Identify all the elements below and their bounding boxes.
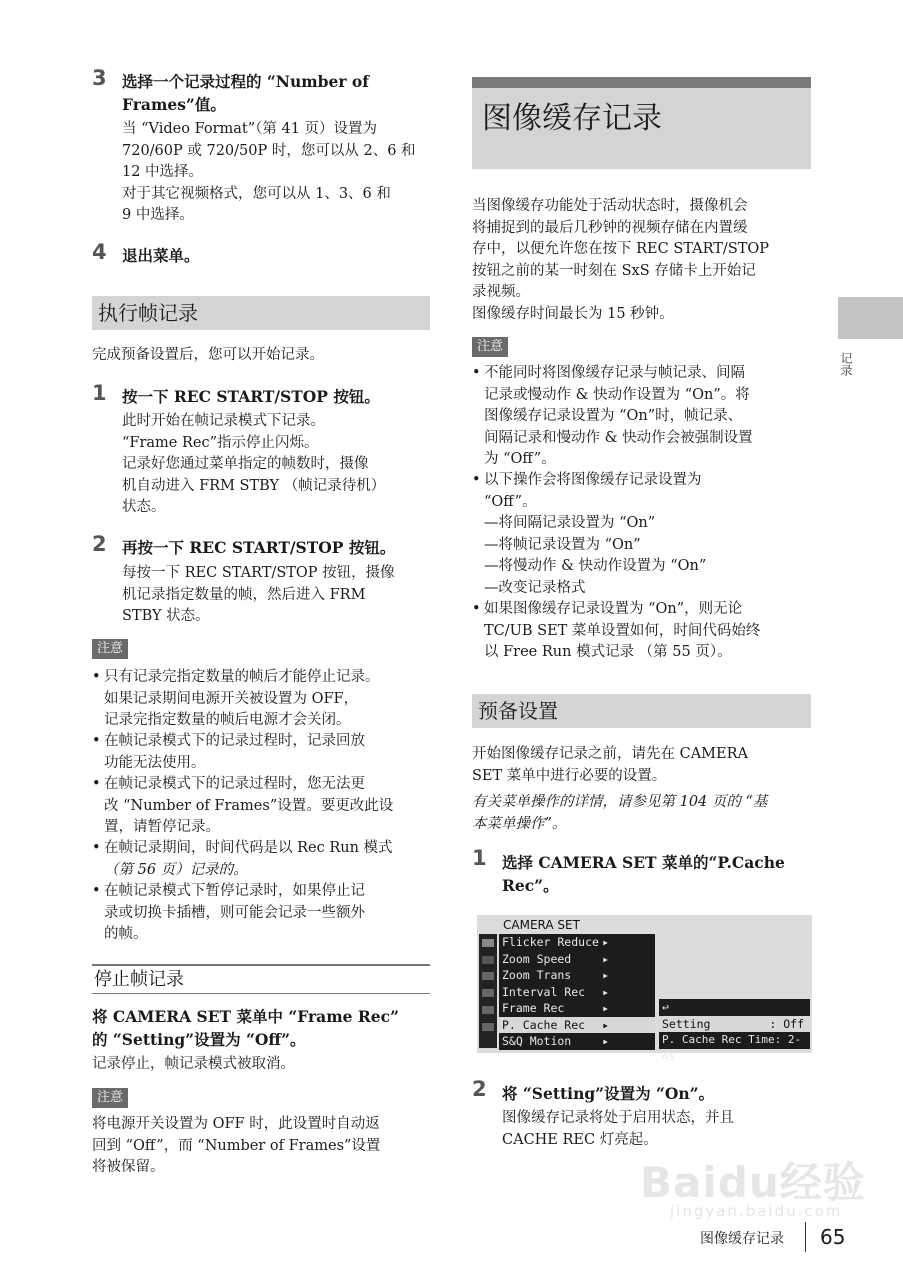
menu-item[interactable]: Interval Rec ▸ (502, 984, 609, 999)
section-intro: 完成预备设置后，您可以开始记录。 (92, 347, 324, 363)
camera-icon (482, 939, 494, 947)
step-number: 1 (92, 381, 107, 405)
step-number: 3 (92, 66, 107, 90)
submenu-cache-time[interactable]: P. Cache Rec Time: 2-4s (659, 1032, 810, 1049)
section-intro: 开始图像缓存记录之前，请先在 CAMERA SET 菜单中进行必要的设置。 (472, 746, 748, 784)
stop-instruction: 将 CAMERA SET 菜单中 “Frame Rec” 的 “Setting”设置为 “Off”。 (92, 1007, 399, 1049)
list-item: • 在帧记录模式下的记录过程时，记录回放 功能无法使用。 (92, 733, 365, 771)
step-title: 将 “Setting”设置为 “On”。 (502, 1084, 715, 1103)
menu-item[interactable]: Frame Rec ▸ (502, 1001, 609, 1015)
chapter-side-label: 记录 (839, 352, 853, 376)
list-item: • 在帧记录模式下暂停记录时，如果停止记 录或切换卡插槽，则可能会记录一些额外 的帧。 (92, 883, 365, 942)
list-item: • 在帧记录模式下的记录过程时，您无法更 改 “Number of Frames”设置。要更改此设 置，请暂停记录。 (92, 776, 394, 835)
section-heading-stop-frame-rec: 停止帧记录 (92, 964, 430, 994)
note-text: 将电源开关设置为 OFF 时，此设置时自动返 回到 “Off”，而 “Number of Frames”设置 将被保留。 (92, 1116, 381, 1175)
menu-item[interactable]: Flicker Reduce ▸ (502, 935, 609, 949)
step-body: 当 “Video Format”（第 41 页）设置为 720/60P 或 720/50P 时，您可以从 2、6 和 12 中选择。 对于其它视频格式，您可以从 1、3、6 和 9 中选择。 (122, 121, 416, 223)
menu-list (499, 934, 655, 1050)
list-item: • 只有记录完指定数量的帧后才能停止记录。 如果记录期间电源开关被设置为 OFF， 记录完指定数量的帧后电源才会关闭。 (92, 669, 380, 728)
section-heading-frame-rec: 执行帧记录 (92, 296, 430, 330)
footer-divider (805, 1222, 806, 1252)
note-badge: 注意 (92, 639, 128, 659)
step-number: 1 (472, 846, 487, 870)
step-number: 2 (472, 1077, 487, 1101)
other-icon (482, 1023, 494, 1031)
section-heading-preparation: 预备设置 (472, 694, 811, 728)
step-number: 4 (92, 240, 107, 264)
menu-icon-strip (479, 934, 497, 1048)
list-item: • 不能同时将图像缓存记录与帧记录、间隔 记录或慢动作 & 快动作设置为 “On”。将 图像缓存记录设置为 “On”时，帧记录、 间隔记录和慢动作 & 快动作会被强制设置 为 “Off”。 (472, 365, 753, 467)
arrow-right-icon: ▸ (602, 984, 609, 999)
arrow-right-icon: ▸ (602, 968, 609, 982)
note-badge: 注意 (92, 1088, 128, 1108)
heading-bar (472, 77, 811, 88)
list-item: • 如果图像缓存记录设置为 “On”，则无论 TC/UB SET 菜单设置如何，时间代码始终 以 Free Run 模式记录 （第 55 页）。 (472, 601, 761, 660)
step-number: 2 (92, 532, 107, 556)
chapter-heading (472, 77, 811, 169)
intro-text: 当图像缓存功能处于活动状态时，摄像机会 将捕捉到的最后几秒钟的视频存储在内置缓 存中，以便允许您在按下 REC START/STOP 按钮之前的某一时刻在 SxS 存储卡上开始记 录视频。 图像缓存时间最长为 15 秒钟。 (472, 198, 770, 322)
step-title: 选择 CAMERA SET 菜单的“P.Cache Rec”。 (502, 853, 785, 895)
step-title: 退出菜单。 (122, 246, 200, 265)
arrow-right-icon: ▸ (602, 1001, 609, 1015)
step-body: 每按一下 REC START/STOP 按钮，摄像 机记录指定数量的帧，然后进入 FRM STBY 状态。 (122, 565, 395, 624)
menu-item[interactable]: Zoom Speed ▸ (502, 951, 609, 966)
step-title: 再按一下 REC START/STOP 按钮。 (122, 538, 396, 557)
menu-reference: 有关菜单操作的详情，请参见第 104 页的 “基 本菜单操作”。 (472, 794, 768, 832)
audio-icon (482, 956, 494, 964)
step-body: 图像缓存记录将处于启用状态，并且 CACHE REC 灯亮起。 (502, 1110, 734, 1148)
arrow-right-icon: ▸ (602, 1034, 609, 1048)
watermark-logo: Baidu经验 (640, 1158, 866, 1207)
tc-icon (482, 1006, 494, 1014)
lcd-icon (482, 989, 494, 997)
menu-item[interactable]: S&Q Motion ▸ (502, 1034, 609, 1048)
watermark-url: jingyan.baidu.com (670, 1202, 843, 1220)
camera-set-menu-screenshot (477, 915, 812, 1063)
watermark (640, 1150, 866, 1220)
page-title: 图像缓存记录 (482, 101, 662, 136)
menu-item[interactable]: Zoom Trans ▸ (502, 968, 609, 982)
note-badge: 注意 (472, 337, 508, 357)
stop-result: 记录停止，帧记录模式被取消。 (92, 1056, 295, 1072)
submenu-setting[interactable]: Setting : Off (659, 1016, 810, 1033)
arrow-right-icon: ▸ (602, 951, 609, 966)
step-title: 选择一个记录过程的 “Number of Frames”值。 (122, 72, 369, 114)
chapter-side-tab (838, 297, 903, 339)
arrow-right-icon: ▸ (602, 935, 609, 949)
video-icon (482, 972, 494, 980)
footer-section-name: 图像缓存记录 (700, 1231, 784, 1247)
list-item: • 在帧记录期间，时间代码是以 Rec Run 模式 （第 56 页）记录的。 (92, 840, 393, 878)
step-body: 此时开始在帧记录模式下记录。 “Frame Rec”指示停止闪烁。 记录好您通过菜单指定的帧数时，摄像 机自动进入 FRM STBY （帧记录待机） 状态。 (122, 413, 386, 515)
back-icon[interactable]: ↩ (659, 999, 810, 1016)
list-item: • 以下操作会将图像缓存记录设置为 “Off”。 —将间隔记录设置为 “On” —将帧记录设置为 “On” —将慢动作 & 快动作设置为 “On” —改变记录格式 (472, 472, 707, 596)
menu-title: CAMERA SET (503, 918, 580, 932)
page-number: 65 (820, 1225, 846, 1249)
arrow-right-icon: ▸ (602, 1017, 609, 1032)
step-title: 按一下 REC START/STOP 按钮。 (122, 387, 380, 406)
menu-item-selected[interactable]: P. Cache Rec ▸ (499, 1017, 655, 1034)
